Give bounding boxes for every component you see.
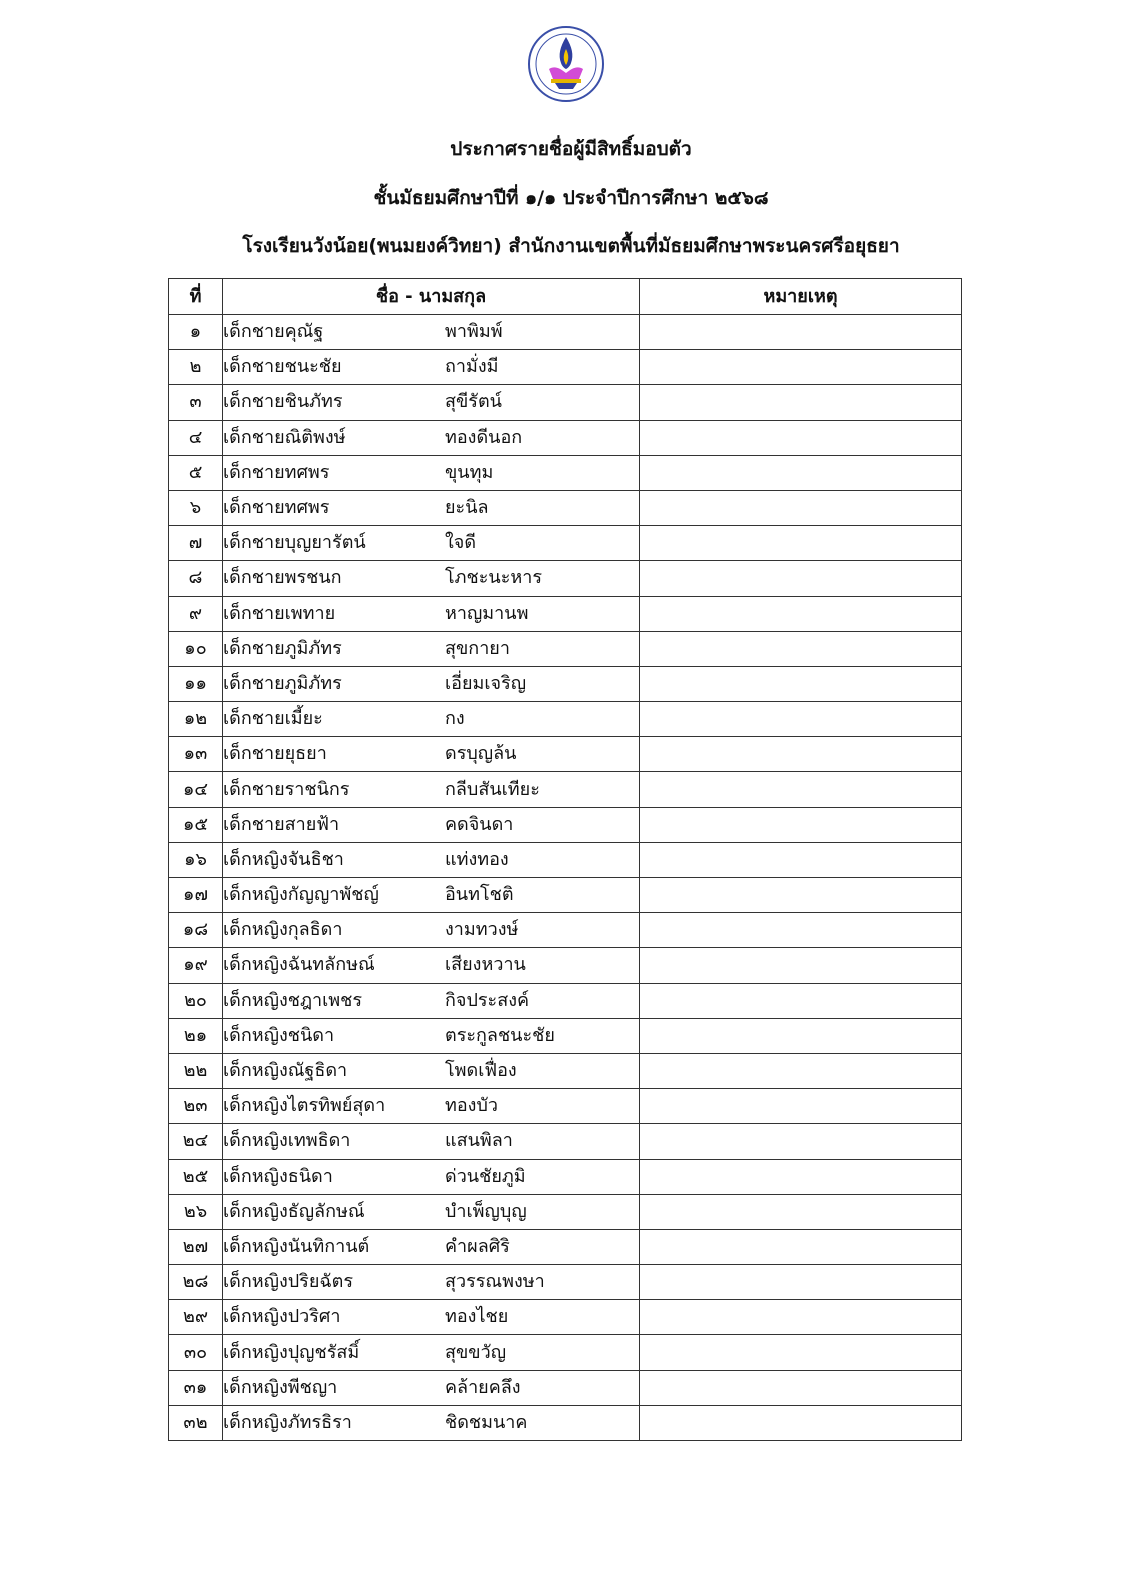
table-row <box>169 385 962 420</box>
row-number: ๑๐ <box>169 631 223 666</box>
student-last-name: ยะนิล <box>445 497 489 519</box>
row-number: ๑๓ <box>169 737 223 772</box>
row-number: ๑๔ <box>169 772 223 807</box>
student-name <box>223 878 640 913</box>
table-row <box>169 1265 962 1300</box>
row-number: ๒๔ <box>169 1124 223 1159</box>
row-note <box>640 1053 962 1088</box>
student-last-name: สุขีรัตน์ <box>445 391 502 413</box>
student-first-name: เด็กชายชินภัทร <box>223 391 343 413</box>
row-note <box>640 1194 962 1229</box>
row-note <box>640 1265 962 1300</box>
student-last-name: ตระกูลชนะชัย <box>445 1024 555 1046</box>
student-first-name: เด็กหญิงธนิดา <box>223 1165 333 1187</box>
row-note <box>640 526 962 561</box>
student-name <box>223 1229 640 1264</box>
table-row <box>169 702 962 737</box>
student-last-name: ทองบัว <box>445 1095 498 1117</box>
student-first-name: เด็กชายภูมิภัทร <box>223 637 342 659</box>
row-number: ๗ <box>169 526 223 561</box>
table-row <box>169 913 962 948</box>
student-last-name: แสนพิลา <box>445 1130 513 1152</box>
student-name <box>223 913 640 948</box>
student-name <box>223 561 640 596</box>
table-row <box>169 1405 962 1440</box>
table-row <box>169 1159 962 1194</box>
table-row <box>169 1194 962 1229</box>
table-row <box>169 1089 962 1124</box>
table-row <box>169 350 962 385</box>
student-last-name: โพดเฟื่อง <box>445 1060 517 1082</box>
student-first-name: เด็กหญิงไตรทิพย์สุดา <box>223 1095 386 1117</box>
student-first-name: เด็กหญิงปุญชรัสมิ์ <box>223 1341 360 1363</box>
row-number: ๒๕ <box>169 1159 223 1194</box>
student-first-name: เด็กชายยุธยา <box>223 743 327 765</box>
table-header-row <box>169 279 962 315</box>
student-name <box>223 1089 640 1124</box>
student-first-name: เด็กหญิงกุลธิดา <box>223 919 343 941</box>
row-note <box>640 631 962 666</box>
row-note <box>640 1124 962 1159</box>
table-body <box>169 315 962 1441</box>
student-first-name: เด็กชายทศพร <box>223 461 330 483</box>
row-number: ๑๕ <box>169 807 223 842</box>
student-name <box>223 385 640 420</box>
table-row <box>169 1053 962 1088</box>
student-first-name: เด็กหญิงจันธิชา <box>223 848 344 870</box>
row-number: ๑๙ <box>169 948 223 983</box>
student-first-name: เด็กชายณิติพงษ์ <box>223 426 346 448</box>
table-row <box>169 1335 962 1370</box>
student-name <box>223 1300 640 1335</box>
table-row <box>169 878 962 913</box>
row-note <box>640 666 962 701</box>
student-first-name: เด็กชายทศพร <box>223 497 330 519</box>
student-last-name: โภชะนะหาร <box>445 567 543 589</box>
row-note <box>640 596 962 631</box>
student-last-name: ถามั่งมี <box>445 356 499 378</box>
student-last-name: เสียงหวาน <box>445 954 526 976</box>
student-first-name: เด็กชายคุณัฐ <box>223 321 324 343</box>
row-note <box>640 1370 962 1405</box>
table-row <box>169 842 962 877</box>
row-number: ๒๖ <box>169 1194 223 1229</box>
row-note <box>640 807 962 842</box>
student-name <box>223 596 640 631</box>
student-first-name: เด็กหญิงปวริศา <box>223 1306 341 1328</box>
row-number: ๒๒ <box>169 1053 223 1088</box>
row-note <box>640 1018 962 1053</box>
column-header-no: ที่ <box>169 279 223 315</box>
table-row <box>169 526 962 561</box>
student-first-name: เด็กหญิงชนิดา <box>223 1024 335 1046</box>
row-note <box>640 913 962 948</box>
student-last-name: หาญมานพ <box>445 602 529 624</box>
row-number: ๓๑ <box>169 1370 223 1405</box>
student-last-name: พาพิมพ์ <box>445 321 503 343</box>
row-note <box>640 1159 962 1194</box>
table-row <box>169 420 962 455</box>
table-row <box>169 490 962 525</box>
student-name <box>223 1124 640 1159</box>
student-name <box>223 526 640 561</box>
student-first-name: เด็กหญิงฉันทลักษณ์ <box>223 954 375 976</box>
row-number: ๒๑ <box>169 1018 223 1053</box>
student-name <box>223 350 640 385</box>
student-name <box>223 1018 640 1053</box>
student-name <box>223 1159 640 1194</box>
student-name <box>223 1335 640 1370</box>
announcement-title: ประกาศรายชื่อผู้มีสิทธิ์มอบตัว <box>450 138 692 160</box>
row-number: ๒๗ <box>169 1229 223 1264</box>
student-name <box>223 737 640 772</box>
student-last-name: งามทวงษ์ <box>445 919 519 941</box>
student-last-name: คล้ายคลึง <box>445 1376 521 1398</box>
student-name <box>223 1405 640 1440</box>
student-name <box>223 420 640 455</box>
table-row <box>169 772 962 807</box>
table-row <box>169 455 962 490</box>
table-row <box>169 1018 962 1053</box>
student-first-name: เด็กหญิงนันทิกานต์ <box>223 1235 370 1257</box>
student-last-name: สุขขวัญ <box>445 1341 507 1363</box>
student-first-name: เด็กชายชนะชัย <box>223 356 342 378</box>
row-note <box>640 490 962 525</box>
student-last-name: สุวรรณพงษา <box>445 1271 545 1293</box>
school-name-subtitle: โรงเรียนวังน้อย(พนมยงค์วิทยา) สำนักงานเขตพื้นที่มัธยมศึกษาพระนครศรีอยุธยา <box>242 235 900 257</box>
student-first-name: เด็กหญิงพีชญา <box>223 1376 338 1398</box>
student-last-name: บำเพ็ญบุญ <box>445 1200 527 1222</box>
student-last-name: แท่งทอง <box>445 848 509 870</box>
row-note <box>640 702 962 737</box>
row-note <box>640 772 962 807</box>
student-last-name: ชิดชมนาค <box>445 1411 528 1433</box>
student-first-name: เด็กหญิงภัทรธิรา <box>223 1411 352 1433</box>
student-last-name: สุขกายา <box>445 637 510 659</box>
row-number: ๔ <box>169 420 223 455</box>
row-number: ๑๘ <box>169 913 223 948</box>
student-name <box>223 983 640 1018</box>
row-number: ๒๘ <box>169 1265 223 1300</box>
row-number: ๓๒ <box>169 1405 223 1440</box>
row-note <box>640 1300 962 1335</box>
column-header-note: หมายเหตุ <box>640 279 962 315</box>
student-first-name: เด็กชายราชนิกร <box>223 778 350 800</box>
row-note <box>640 948 962 983</box>
table-row <box>169 983 962 1018</box>
student-name <box>223 315 640 350</box>
table-row <box>169 631 962 666</box>
row-number: ๓๐ <box>169 1335 223 1370</box>
row-number: ๑๒ <box>169 702 223 737</box>
student-name <box>223 631 640 666</box>
table-row <box>169 596 962 631</box>
row-note <box>640 315 962 350</box>
student-name <box>223 842 640 877</box>
student-last-name: กลีบสันเทียะ <box>445 778 540 800</box>
row-number: ๘ <box>169 561 223 596</box>
student-first-name: เด็กหญิงเทพธิดา <box>223 1130 351 1152</box>
table-row <box>169 1370 962 1405</box>
row-number: ๕ <box>169 455 223 490</box>
row-number: ๒๐ <box>169 983 223 1018</box>
row-note <box>640 842 962 877</box>
student-name <box>223 807 640 842</box>
student-first-name: เด็กชายสายฟ้า <box>223 813 340 835</box>
row-note <box>640 878 962 913</box>
student-first-name: เด็กหญิงธัญลักษณ์ <box>223 1200 365 1222</box>
student-name <box>223 1370 640 1405</box>
table-row <box>169 1124 962 1159</box>
row-number: ๑๖ <box>169 842 223 877</box>
row-number: ๒ <box>169 350 223 385</box>
row-number: ๑ <box>169 315 223 350</box>
row-number: ๙ <box>169 596 223 631</box>
student-last-name: ทองดีนอก <box>445 426 523 448</box>
student-roster-table <box>168 278 962 1441</box>
row-note <box>640 350 962 385</box>
student-last-name: ดรบุญล้น <box>445 743 517 765</box>
table-row <box>169 948 962 983</box>
row-note <box>640 1089 962 1124</box>
row-note <box>640 420 962 455</box>
column-header-name: ชื่อ - นามสกุล <box>223 279 640 315</box>
row-number: ๑๗ <box>169 878 223 913</box>
student-last-name: ด่วนชัยภูมิ <box>445 1165 526 1187</box>
student-first-name: เด็กหญิงชฎาเพชร <box>223 989 363 1011</box>
student-first-name: เด็กชายภูมิภัทร <box>223 672 342 694</box>
row-number: ๖ <box>169 490 223 525</box>
student-name <box>223 490 640 525</box>
table-row <box>169 1300 962 1335</box>
student-last-name: อินทโชติ <box>445 884 514 906</box>
table-row <box>169 1229 962 1264</box>
student-name <box>223 1053 640 1088</box>
student-last-name: คดจินดา <box>445 813 514 835</box>
row-note <box>640 561 962 596</box>
student-name <box>223 455 640 490</box>
class-year-subtitle: ชั้นมัธยมศึกษาปีที่ ๑/๑ ประจำปีการศึกษา ๒๕๖๘ <box>373 187 769 209</box>
student-name <box>223 1265 640 1300</box>
row-number: ๑๑ <box>169 666 223 701</box>
student-first-name: เด็กชายเมี้ยะ <box>223 708 323 730</box>
row-note <box>640 737 962 772</box>
student-name <box>223 702 640 737</box>
student-first-name: เด็กหญิงปริยฉัตร <box>223 1271 353 1293</box>
row-note <box>640 1335 962 1370</box>
student-last-name: ใจดี <box>445 532 477 554</box>
student-name <box>223 666 640 701</box>
row-note <box>640 1229 962 1264</box>
table-row <box>169 666 962 701</box>
student-last-name: กิจประสงค์ <box>445 989 530 1011</box>
school-emblem-icon <box>527 25 605 103</box>
student-last-name: ทองไชย <box>445 1306 509 1328</box>
student-first-name: เด็กชายเพทาย <box>223 602 336 624</box>
student-name <box>223 948 640 983</box>
row-number: ๒๓ <box>169 1089 223 1124</box>
table-row <box>169 561 962 596</box>
row-note <box>640 983 962 1018</box>
student-name <box>223 1194 640 1229</box>
row-note <box>640 1405 962 1440</box>
row-number: ๒๙ <box>169 1300 223 1335</box>
student-name <box>223 772 640 807</box>
student-first-name: เด็กหญิงณัฐธิดา <box>223 1060 348 1082</box>
row-number: ๓ <box>169 385 223 420</box>
student-first-name: เด็กชายบุญยารัตน์ <box>223 532 366 554</box>
row-note <box>640 385 962 420</box>
row-note <box>640 455 962 490</box>
student-last-name: เอี่ยมเจริญ <box>445 672 527 694</box>
table-row <box>169 315 962 350</box>
student-last-name: ขุนทุม <box>445 461 494 483</box>
student-last-name: คำผลศิริ <box>445 1235 510 1257</box>
student-first-name: เด็กหญิงกัญญาพัชญ์ <box>223 884 379 906</box>
table-row <box>169 807 962 842</box>
student-last-name: กง <box>445 708 465 730</box>
student-first-name: เด็กชายพรชนก <box>223 567 342 589</box>
table-row <box>169 737 962 772</box>
